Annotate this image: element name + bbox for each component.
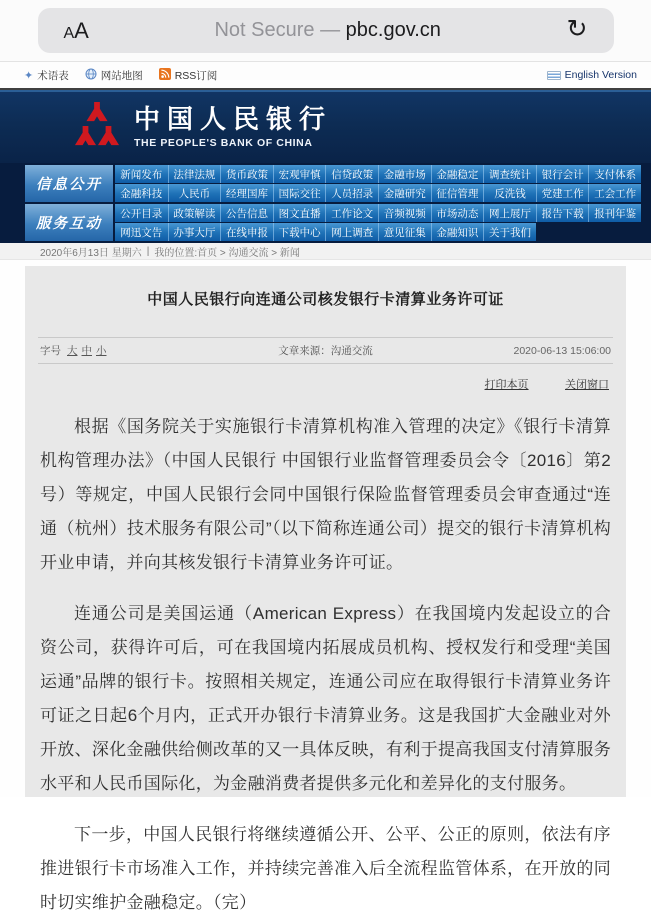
nav-item[interactable]: 网上展厅 — [483, 204, 536, 222]
article-paragraph: 连通公司是美国运通（American Express）在我国境内发起设立的合资公司，获得许可后，可在我国境内拓展成员机构、授权发行和受理“美国运通”品牌的银行卡。按照相关规定，连通公司应在取得银行卡清算业务许可证之日起6个月内，正式开办银行卡清算业务。这是我国扩大金融业对外开放、深化金融供给侧改革的又一具体反映，有利于提高我国支付清算服务水平和人民币国际化，为金融消费者提供多元化和差异化的支付服务。 — [40, 604, 611, 793]
nav-section-label[interactable]: 服务互动 — [25, 204, 113, 241]
nav-item[interactable]: 公告信息 — [220, 204, 273, 222]
nav-item[interactable]: 党建工作 — [536, 184, 589, 202]
nav-item[interactable]: 信贷政策 — [325, 165, 378, 183]
reader-mode-button[interactable]: AA — [63, 17, 89, 43]
article-paragraph: 根据《国务院关于实施银行卡清算机构准入管理的决定》《银行卡清算机构管理办法》（中国人民银行 中国银行业监督管理委员会令〔2016〕第2号）等规定，中国人民银行会同中国银行保险监督管理委员会审查通过“连通（杭州）技术服务有限公司”（以下简称连通公司）提交的银行卡清算机构开业申请，并向其核发银行卡清算业务许可证。 — [40, 417, 611, 572]
print-page-link[interactable]: 打印本页 — [484, 379, 529, 391]
nav-item[interactable]: 图文直播 — [273, 204, 326, 222]
nav-row — [115, 184, 641, 202]
url-bar[interactable] — [38, 8, 614, 53]
article-card — [25, 266, 626, 912]
browser-toolbar — [0, 0, 651, 62]
close-window-link[interactable]: 关闭窗口 — [565, 379, 609, 391]
glossary-link[interactable]: ✦ 术语表 — [24, 69, 69, 82]
nav-item[interactable]: 金融科技 — [115, 184, 168, 202]
nav-item[interactable]: 报告下载 — [536, 204, 589, 222]
nav-item[interactable]: 法律法规 — [168, 165, 221, 183]
rss-icon — [159, 68, 171, 83]
nav-item[interactable]: 金融稳定 — [431, 165, 484, 183]
english-flag-icon — [547, 71, 561, 80]
nav-row — [115, 204, 641, 222]
nav-section — [25, 204, 641, 241]
nav-item[interactable]: 办事大厅 — [168, 223, 221, 241]
nav-item[interactable]: 宏观审慎 — [273, 165, 326, 183]
nav-rows — [115, 204, 641, 241]
nav-item[interactable]: 工会工作 — [588, 184, 641, 202]
nav-item[interactable]: 网迅文告 — [115, 223, 168, 241]
nav-item[interactable]: 经理国库 — [220, 184, 273, 202]
nav-section — [25, 165, 641, 202]
security-label: Not Secure — [214, 19, 315, 41]
breadcrumb-date: 2020年6月13日 星期六 — [40, 247, 142, 259]
nav-row — [115, 165, 641, 183]
article-meta — [38, 337, 613, 364]
nav-item[interactable]: 金融市场 — [378, 165, 431, 183]
site-header — [0, 90, 651, 163]
nav-item[interactable]: 网上调查 — [325, 223, 378, 241]
rss-link[interactable]: RSS订阅 — [159, 68, 218, 83]
nav-row — [115, 223, 641, 241]
nav-item[interactable]: 关于我们 — [483, 223, 536, 241]
glossary-icon: ✦ — [24, 69, 34, 82]
nav-item[interactable]: 音频视频 — [378, 204, 431, 222]
article-title: 中国人民银行向连通公司核发银行卡清算业务许可证 — [147, 291, 504, 308]
nav-item[interactable]: 意见征集 — [378, 223, 431, 241]
breadcrumb: 2020年6月13日 星期六 | 我的位置:首页 > 沟通交流 > 新闻 — [0, 243, 651, 260]
nav-item[interactable]: 人民币 — [168, 184, 221, 202]
url-domain: pbc.gov.cn — [345, 19, 441, 41]
nav-item[interactable]: 征信管理 — [431, 184, 484, 202]
nav-item[interactable]: 公开目录 — [115, 204, 168, 222]
sitemap-link[interactable]: 网站地图 — [85, 68, 143, 83]
font-size-option[interactable]: 中 — [81, 345, 92, 357]
article-paragraph: 下一步，中国人民银行将继续遵循公开、公平、公正的原则，依法有序推进银行卡市场准入工作，并持续完善准入后全流程监管体系，在开放的同时切实维护金融稳定。（完） — [40, 825, 611, 912]
source-label: 文章来源： — [278, 345, 331, 357]
nav-item[interactable]: 金融知识 — [431, 223, 484, 241]
nav-item[interactable]: 货币政策 — [220, 165, 273, 183]
nav-item[interactable]: 国际交往 — [273, 184, 326, 202]
nav-item[interactable]: 政策解读 — [168, 204, 221, 222]
nav-section-label[interactable]: 信息公开 — [25, 165, 113, 202]
font-size-label: 字号 — [40, 345, 61, 357]
font-size-option[interactable]: 大 — [67, 345, 78, 357]
site-title-en: THE PEOPLE'S BANK OF CHINA — [134, 136, 313, 149]
nav-item[interactable]: 反洗钱 — [483, 184, 536, 202]
nav-empty-cell — [588, 223, 641, 241]
globe-icon — [85, 68, 97, 83]
nav-item[interactable]: 下载中心 — [273, 223, 326, 241]
nav-item[interactable]: 在线申报 — [220, 223, 273, 241]
nav-item[interactable]: 银行会计 — [536, 165, 589, 183]
pbc-logo-icon — [74, 100, 120, 155]
article-body — [38, 410, 613, 920]
breadcrumb-location[interactable]: 我的位置:首页 > 沟通交流 > 新闻 — [154, 247, 300, 259]
nav-item[interactable]: 人员招录 — [325, 184, 378, 202]
nav-item[interactable]: 报刊年鉴 — [588, 204, 641, 222]
nav-empty-cell — [536, 223, 589, 241]
english-version-link[interactable]: English Version — [547, 69, 637, 81]
source-value: 沟通交流 — [330, 345, 373, 357]
site-utility-bar — [0, 62, 651, 90]
font-size-option[interactable]: 小 — [96, 345, 107, 357]
refresh-icon[interactable]: ↻ — [566, 15, 588, 43]
article-datetime: 2020-06-13 15:06:00 — [513, 344, 611, 357]
nav-item[interactable]: 新闻发布 — [115, 165, 168, 183]
nav-item[interactable]: 工作论文 — [325, 204, 378, 222]
font-size-links — [67, 343, 111, 358]
nav-item[interactable]: 调查统计 — [483, 165, 536, 183]
nav-item[interactable]: 市场动态 — [431, 204, 484, 222]
nav-item[interactable]: 金融研究 — [378, 184, 431, 202]
nav-item[interactable]: 支付体系 — [588, 165, 641, 183]
nav-rows — [115, 165, 641, 202]
url-text: Not Secure — pbc.gov.cn — [214, 19, 441, 41]
main-navigation — [0, 163, 651, 243]
site-title-cn: 中国人民银行 — [134, 105, 333, 136]
